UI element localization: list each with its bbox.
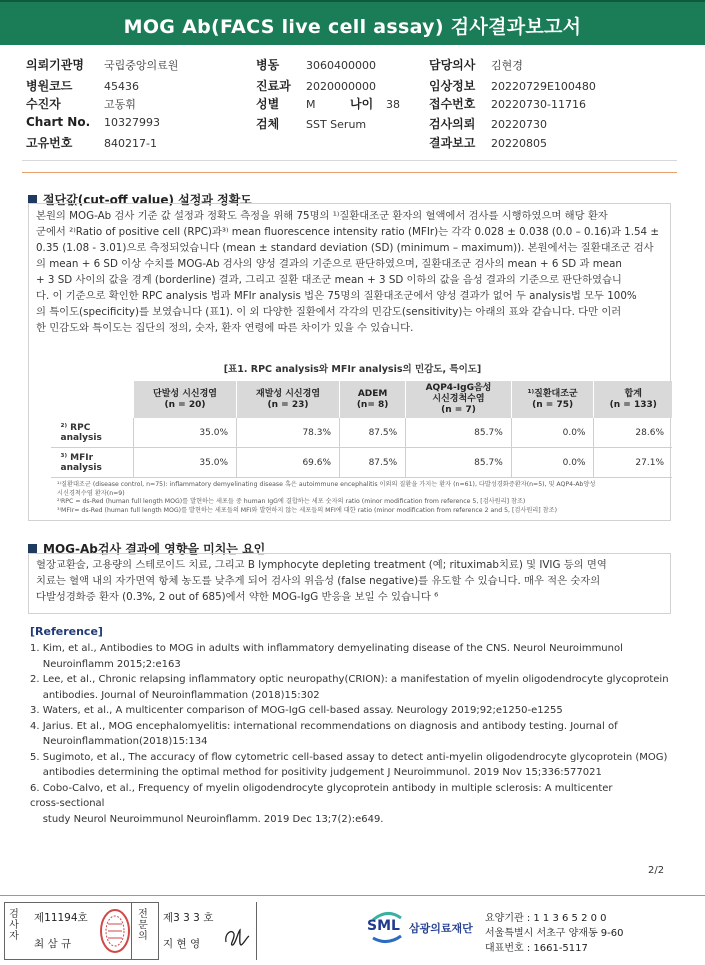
examiner-label: 검사자 <box>9 909 19 942</box>
info-label: 진료과 <box>256 79 291 93</box>
paragraph-line: 군에서 ²⁾Ratio of positive cell (RPC)과³⁾ mean fluorescence intensity ratio (MFIr)는 각각 0.028 ± 0.038 (0.0 – 0.16)과 1.54 ± <box>36 226 659 238</box>
table-cell: 87.5% <box>340 418 406 448</box>
info-value: 45436 <box>104 80 139 93</box>
examiner-license: 제11194호 <box>34 912 88 924</box>
table-header-corner <box>51 381 134 418</box>
table-cell: 35.0% <box>134 448 237 478</box>
info-unique-no <box>26 134 157 151</box>
footnote-line: ¹⁾질환대조군 (disease control, n=75): inflammatory demyelinating disease 혹은 autoimmune encephalitis 이외의 질환을 가지는 환자 (n=61), 다발성경화증환자(n=5), 및 AQP4-Ab양성 <box>57 481 596 488</box>
info-value: 20220729E100480 <box>491 80 596 93</box>
info-label: 결과보고 <box>429 136 476 150</box>
section-factors-body <box>36 557 666 605</box>
info-label: Chart No. <box>26 115 91 129</box>
table-cell: 0.0% <box>511 418 594 448</box>
report-footer <box>0 895 705 965</box>
org-code: 요양기관 : 1 1 3 6 5 2 0 0 <box>485 913 607 924</box>
reference-title: [Reference] <box>30 625 103 638</box>
table-row-label: ³⁾ MFIr analysis <box>51 448 134 478</box>
paragraph-line: 0.35 (1.08 - 3.01)으로 측정되었습니다 (mean ± standard deviation (SD) (minimum – maximum)). 본원에서는 질환대조군 검사 <box>36 242 654 254</box>
info-value: 고동휘 <box>104 98 136 111</box>
table-cell: 85.7% <box>406 418 512 448</box>
signature-icon <box>222 924 252 950</box>
info-value: 2020000000 <box>306 80 376 93</box>
reference-line: 1. Kim, et al., Antibodies to MOG in adults with inflammatory demyelinating disease of the CNS. Neurol Neuroimmunol <box>30 643 623 654</box>
paragraph-line: 의 mean + 6 SD 이상 수치를 MOG-Ab 검사의 양성 결과의 기준으로 판단하였으며, 질환대조군 검사의 mean + 6 SD 과 mean <box>36 258 622 270</box>
reference-line: antibodies determining the optimal method for positivity judgement J Neuroimmunol. 2019 Nov 15;336:577021 <box>30 767 602 778</box>
info-doctor <box>429 56 523 73</box>
info-value: 10327993 <box>104 116 160 129</box>
info-label: 검사의뢰 <box>429 117 476 131</box>
info-ward <box>256 56 376 73</box>
info-label: 병동 <box>256 58 280 72</box>
reviewer-name: 지 현 영 <box>163 938 201 950</box>
table-cell: 85.7% <box>406 448 512 478</box>
paragraph-line: 의 특이도(specificity)를 보였습니다 (표1). 이 외 다양한 질환에서 각각의 민감도(sensitivity)는 아래의 표와 같습니다. 다만 이러 <box>36 306 622 318</box>
reference-line: Neuroinflammation(2018)15:134 <box>30 736 208 747</box>
phone: 대표번호 : 1661-5117 <box>485 943 588 954</box>
page-number: 2/2 <box>648 865 665 876</box>
info-label: 담당의사 <box>429 58 476 72</box>
table-header-cell: 재발성 시신경염 (n = 23) <box>237 381 340 418</box>
reference-line: 5. Sugimoto, et al., The accuracy of flow cytometric cell-based assay to detect anti-myelin oligodendrocyte glycoprotein (MOG) <box>30 751 668 763</box>
report-header <box>0 0 705 45</box>
info-specimen <box>256 115 366 132</box>
table-header-cell: 단발성 시신경염 (n = 20) <box>134 381 237 418</box>
reviewer-license: 제3 3 3 호 <box>163 912 214 924</box>
info-label: 의뢰기관명 <box>26 58 84 72</box>
accent-divider <box>22 172 677 173</box>
table-cell: 27.1% <box>594 448 672 478</box>
table-header-row <box>51 381 673 418</box>
section-cutoff-body <box>36 208 666 336</box>
reference-line: study Neurol Neuroimmunol Neuroinflamm. 2019 Dec 13;7(2):e649. <box>30 813 384 825</box>
info-value: 3060400000 <box>306 59 376 72</box>
table-row <box>51 448 673 478</box>
footnote-line: 시신경척수염 환자(n=9) <box>57 489 125 497</box>
logo-text: SML <box>367 918 400 934</box>
company-name: 삼광의료재단 <box>409 922 473 935</box>
info-value: M <box>306 98 316 111</box>
table-header-cell: ¹⁾질환대조군 (n = 75) <box>511 381 594 418</box>
info-value: 김현경 <box>491 59 523 72</box>
table-cell: 28.6% <box>594 418 672 448</box>
table-caption: [표1. RPC analysis와 MFIr analysis의 민감도, 특이도] <box>223 364 482 375</box>
info-value: 20220730-11716 <box>491 98 586 111</box>
info-request-date <box>429 115 547 132</box>
report-title: MOG Ab(FACS live cell assay) 검사결과보고서 <box>123 16 582 38</box>
paragraph-line: 한 민감도와 특이도는 집단의 정의, 숫자, 환자 연령에 따른 차이가 있을 수 있습니다. <box>36 322 414 334</box>
info-value: 20220730 <box>491 118 547 131</box>
paragraph-line: + 3 SD 사이의 값을 경계 (borderline) 결과, 그리고 질환 대조군 mean + 3 SD 이하의 값을 음성 결과의 기준으로 판단하였습니 <box>36 274 622 286</box>
info-institution <box>26 56 178 73</box>
table-cell: 0.0% <box>511 448 594 478</box>
reference-line: Neuroinflamm 2015;2:e163 <box>30 658 181 670</box>
paragraph-line: 혈장교환술, 고용량의 스테로이드 치료, 그리고 B lymphocyte depleting treatment (예; rituximab치료) 및 IVIG 등의 면역 <box>36 559 607 571</box>
info-receipt-no <box>429 95 586 112</box>
info-report-date <box>429 134 547 151</box>
sensitivity-table <box>50 381 672 478</box>
footnote-line: ³⁾MFIr= ds-Red (human full length MOG)를 발현하는 세포들의 MFI와 발현하지 않는 세포들의 MFI에 대한 ratio (minor modification from reference 2 and 5, [검사원리] 참조) <box>57 506 558 514</box>
info-label: 병원코드 <box>26 79 73 93</box>
bullet-square-icon <box>28 544 37 553</box>
info-value: 38 <box>386 98 400 111</box>
reference-line: 2. Lee, et al., Chronic relapsing inflammatory optic neuropathy(CRION): a manifestation of myelin oligodendrocyte glycoprotein <box>30 674 669 685</box>
paragraph-line: 치료는 혈액 내의 자가면역 항체 농도를 낮추게 되어 검사의 위음성 (false negative)를 유도할 수 있습니다. 매우 적은 숫자의 <box>36 575 601 587</box>
table-row <box>51 418 673 448</box>
info-label: 접수번호 <box>429 97 476 111</box>
info-label: 임상정보 <box>429 79 476 93</box>
reference-line: cross-sectional <box>30 798 105 809</box>
reference-list <box>30 641 680 827</box>
info-sex <box>256 95 400 112</box>
reference-line: 3. Waters, et al., A multicenter comparison of MOG-IgG cell-based assay. Neurology 2019;92;e1250-e1255 <box>30 705 563 716</box>
info-hospital-code <box>26 77 139 94</box>
reference-line: 4. Jarius. Et al., MOG encephalomyelitis: international recommendations on diagnosis and antibody testing. Journal of <box>30 720 618 732</box>
table-cell: 78.3% <box>237 418 340 448</box>
info-value: 20220805 <box>491 137 547 150</box>
address: 서울특별시 서초구 양재동 9-60 <box>485 928 624 939</box>
table-cell: 35.0% <box>134 418 237 448</box>
info-label: 고유번호 <box>26 136 73 150</box>
table-header-cell: ADEM (n= 8) <box>340 381 406 418</box>
paragraph-line: 본원의 MOG-Ab 검사 기준 값 설정과 정확도 측정을 위해 75명의 ¹⁾질환대조군 환자의 혈액에서 검사를 시행하였으며 해당 환자 <box>36 210 608 222</box>
table-cell: 87.5% <box>340 448 406 478</box>
info-value: 840217-1 <box>104 137 157 150</box>
section-title-text: MOG-Ab검사 결과에 영향을 미치는 요인 <box>43 542 266 556</box>
info-chart-no <box>26 115 160 129</box>
paragraph-line: 다. 이 기준으로 확인한 RPC analysis 법과 MFIr analysis 법은 75명의 질환대조군에서 양성 결과가 없어 두 analysis법 모두 100% <box>36 290 637 302</box>
table-footnotes <box>57 481 669 515</box>
reference-line: antibodies. Journal of Neuroinflammation (2018)15:302 <box>30 689 320 701</box>
info-value: SST Serum <box>306 118 367 131</box>
info-value: 국립중앙의료원 <box>104 59 179 72</box>
info-clinical <box>429 77 596 94</box>
header-divider <box>22 160 677 161</box>
info-department <box>256 77 376 94</box>
reviewer-label: 전문의 <box>138 909 148 942</box>
info-patient-name <box>26 95 136 112</box>
paragraph-line: 다발성경화증 환자 (0.3%, 2 out of 685)에서 약한 MOG-IgG 반응을 보일 수 있습니다 ⁶ <box>36 591 439 603</box>
table-row-label: ²⁾ RPC analysis <box>51 418 134 448</box>
info-label: 성별 <box>256 97 280 111</box>
section-title-text: 절단값(cut-off value) 설정과 정확도 <box>43 193 252 207</box>
table-header-cell: 합계 (n = 133) <box>594 381 672 418</box>
footnote-line: ²⁾RPC = ds-Red (human full length MOG)를 발현하는 세포들 중 human IgG에 결합하는 세포 숫자의 ratio (minor modification from reference 5, [검사원리] 참조) <box>57 498 526 505</box>
reference-line: 6. Cobo-Calvo, et al., Frequency of myelin oligodendrocyte glycoprotein antibody in multiple sclerosis: A multicenter <box>30 782 613 794</box>
info-label: 나이 <box>350 97 374 111</box>
examiner-name: 최 삼 규 <box>34 938 72 950</box>
seal-stamp-icon <box>98 906 132 956</box>
info-label: 검체 <box>256 117 280 131</box>
footer-right-border <box>256 902 257 960</box>
info-label: 수진자 <box>26 97 61 111</box>
table-header-cell: AQP4-IgG음성 시신경척수염 (n = 7) <box>406 381 512 418</box>
table-cell: 69.6% <box>237 448 340 478</box>
